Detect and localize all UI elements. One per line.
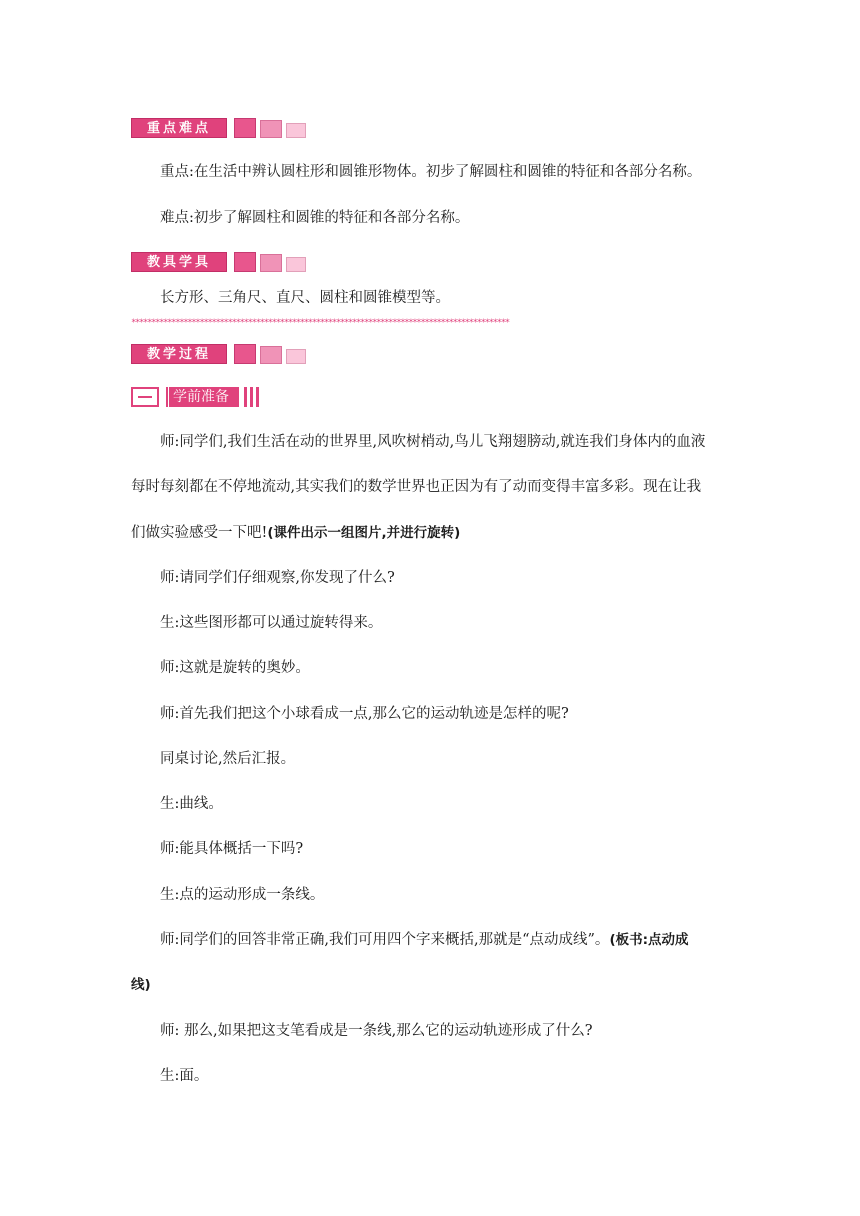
board-note: 线) <box>131 977 151 993</box>
decor-square <box>286 257 306 272</box>
star-divider: ********************************************************************************************** <box>131 318 509 328</box>
subsection-number <box>138 396 152 398</box>
dialogue-line: 生:这些图形都可以通过旋转得来。 <box>160 615 383 631</box>
paragraph-line: 师:同学们,我们生活在动的世界里,风吹树梢动,鸟儿飞翔翅膀动,就连我们身体内的血液 <box>160 434 706 450</box>
dialogue-line: 生:面。 <box>160 1068 209 1084</box>
section-title: 教具学具 <box>131 252 227 272</box>
decor-square <box>286 349 306 364</box>
dialogue-line: 师:这就是旋转的奥妙。 <box>160 660 310 676</box>
decor-square <box>260 346 282 364</box>
decor-square <box>234 344 256 364</box>
decor-square <box>234 252 256 272</box>
section-header-process <box>131 342 306 364</box>
dialogue-line: 师:能具体概括一下吗? <box>160 841 304 857</box>
paragraph-text: 师:同学们的回答非常正确,我们可用四个字来概括,那就是“点动成线”。 <box>160 932 610 948</box>
decor-bars <box>241 387 259 407</box>
section-title: 教学过程 <box>131 344 227 364</box>
difficulty-text: 难点:初步了解圆柱和圆锥的特征和各部分名称。 <box>160 210 470 226</box>
subsection-title: 学前准备 <box>165 387 239 407</box>
dialogue-line: 师:请同学们仔细观察,你发现了什么? <box>160 570 395 586</box>
board-note: (板书:点动成 <box>609 932 689 948</box>
dialogue-line: 同桌讨论,然后汇报。 <box>160 751 296 767</box>
decor-square <box>286 123 306 138</box>
dialogue-line: 师: 那么,如果把这支笔看成是一条线,那么它的运动轨迹形成了什么? <box>160 1023 593 1039</box>
paragraph-line: 每时每刻都在不停地流动,其实我们的数学世界也正因为有了动而变得丰富多彩。现在让我 <box>131 479 702 495</box>
tools-text: 长方形、三角尺、直尺、圆柱和圆锥模型等。 <box>160 290 450 306</box>
subsection-number-box <box>131 387 159 407</box>
decor-square <box>260 254 282 272</box>
dialogue-line <box>131 975 151 995</box>
decor-square <box>234 118 256 138</box>
dialogue-line: 生:曲线。 <box>160 796 223 812</box>
courseware-note: (课件出示一组图片,并进行旋转) <box>267 525 461 541</box>
paragraph-line <box>131 523 460 543</box>
section-header-key-points <box>131 116 306 138</box>
section-header-tools <box>131 250 306 272</box>
paragraph-text: 们做实验感受一下吧! <box>131 525 268 541</box>
dialogue-line <box>160 930 689 950</box>
focus-text: 重点:在生活中辨认圆柱形和圆锥形物体。初步了解圆柱和圆锥的特征和各部分名称。 <box>160 164 702 180</box>
subsection-header <box>131 386 259 408</box>
dialogue-line: 师:首先我们把这个小球看成一点,那么它的运动轨迹是怎样的呢? <box>160 706 569 722</box>
dialogue-line: 生:点的运动形成一条线。 <box>160 887 325 903</box>
section-title: 重点难点 <box>131 118 227 138</box>
decor-square <box>260 120 282 138</box>
